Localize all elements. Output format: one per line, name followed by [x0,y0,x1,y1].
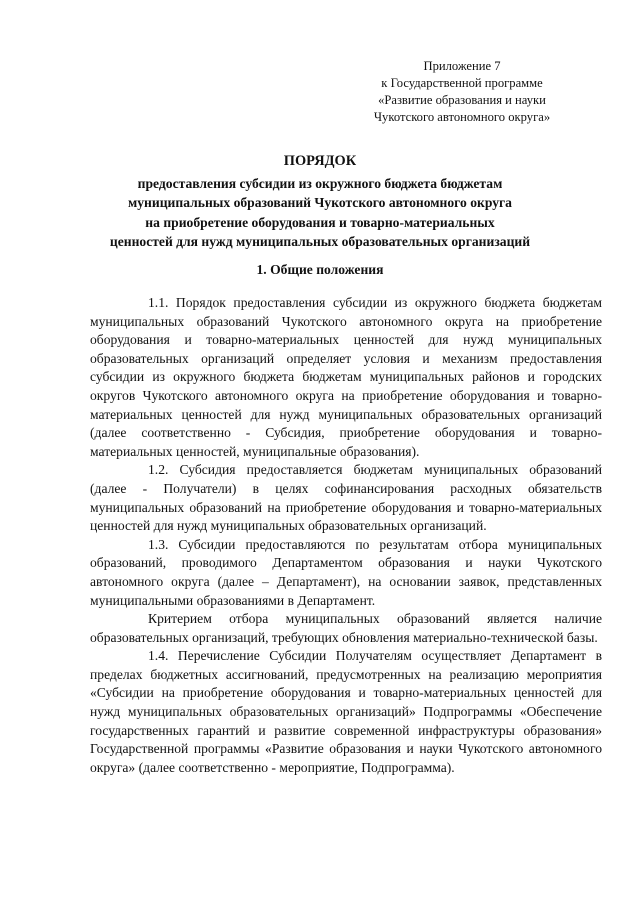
appendix-line: к Государственной программе [381,76,543,90]
document-subtitle-line: предоставления субсидии из окружного бюджета бюджетам [137,175,503,191]
appendix-note [342,58,582,126]
paragraph-1-4: 1.4. Перечисление Субсидии Получателям осуществляет Департамент в пределах бюджетных ассигнований, предусмотренных на реализацию мероприятия «Субсидии на приобретение оборудования и товарно-материальных ценностей для нужд муниципальных образовательных организаций» Подпрограммы «Обеспечение государственных гарантий и развитие современной инфраструктуры образования» Государственной программы «Развитие образования и науки Чукотского автономного округа» (далее соответственно - мероприятие, Подпрограмма). [90,648,602,775]
paragraph-criterion: Критерием отбора муниципальных образований является наличие образовательных организаций, требующих обновления материально-технической базы. [90,611,602,645]
document-body [90,294,602,777]
paragraph-1-3: 1.3. Субсидии предоставляются по результатам отбора муниципальных образований, проводимого Департаментом образования и науки Чукотского автономного округа (далее – Департамент), на основании заявок, представленных муниципальными образованиями в Департамент. [90,536,602,608]
document-subtitle-line: ценностей для нужд муниципальных образовательных организаций [109,234,531,250]
appendix-line: Чукотского автономного округа» [373,110,551,124]
document-subtitle-line: муниципальных образований Чукотского автономного округа [128,195,512,211]
appendix-line: «Развитие образования и науки [378,93,546,107]
paragraph-1-2: 1.2. Субсидия предоставляется бюджетам муниципальных образований (далее - Получатели) в целях софинансирования расходных обязательств муниципальных образований на приобретение оборудования и товарно-материальных ценностей для нужд муниципальных образовательных организаций. [90,462,602,534]
document-title: ПОРЯДОК [283,153,357,169]
section-title: 1. Общие положения [256,262,384,277]
paragraph-1-1: 1.1. Порядок предоставления субсидии из окружного бюджета бюджетам муниципальных образований Чукотского автономного округа на приобретение оборудования и товарно-материальных ценностей для нужд муниципальных образовательных организаций определяет условия и механизм предоставления субсидии из окружного бюджета бюджетам муниципальных районов и городских округов Чукотского автономного округа на приобретение оборудования и товарно-материальных ценностей для нужд муниципальных образовательных организаций (далее соответственно - Субсидия, приобретение оборудования и товарно-материальных ценностей, муниципальные образования). [90,295,602,459]
document-subtitle-line: на приобретение оборудования и товарно-материальных [145,214,495,230]
document-heading [80,152,560,252]
appendix-line: Приложение 7 [423,59,501,73]
